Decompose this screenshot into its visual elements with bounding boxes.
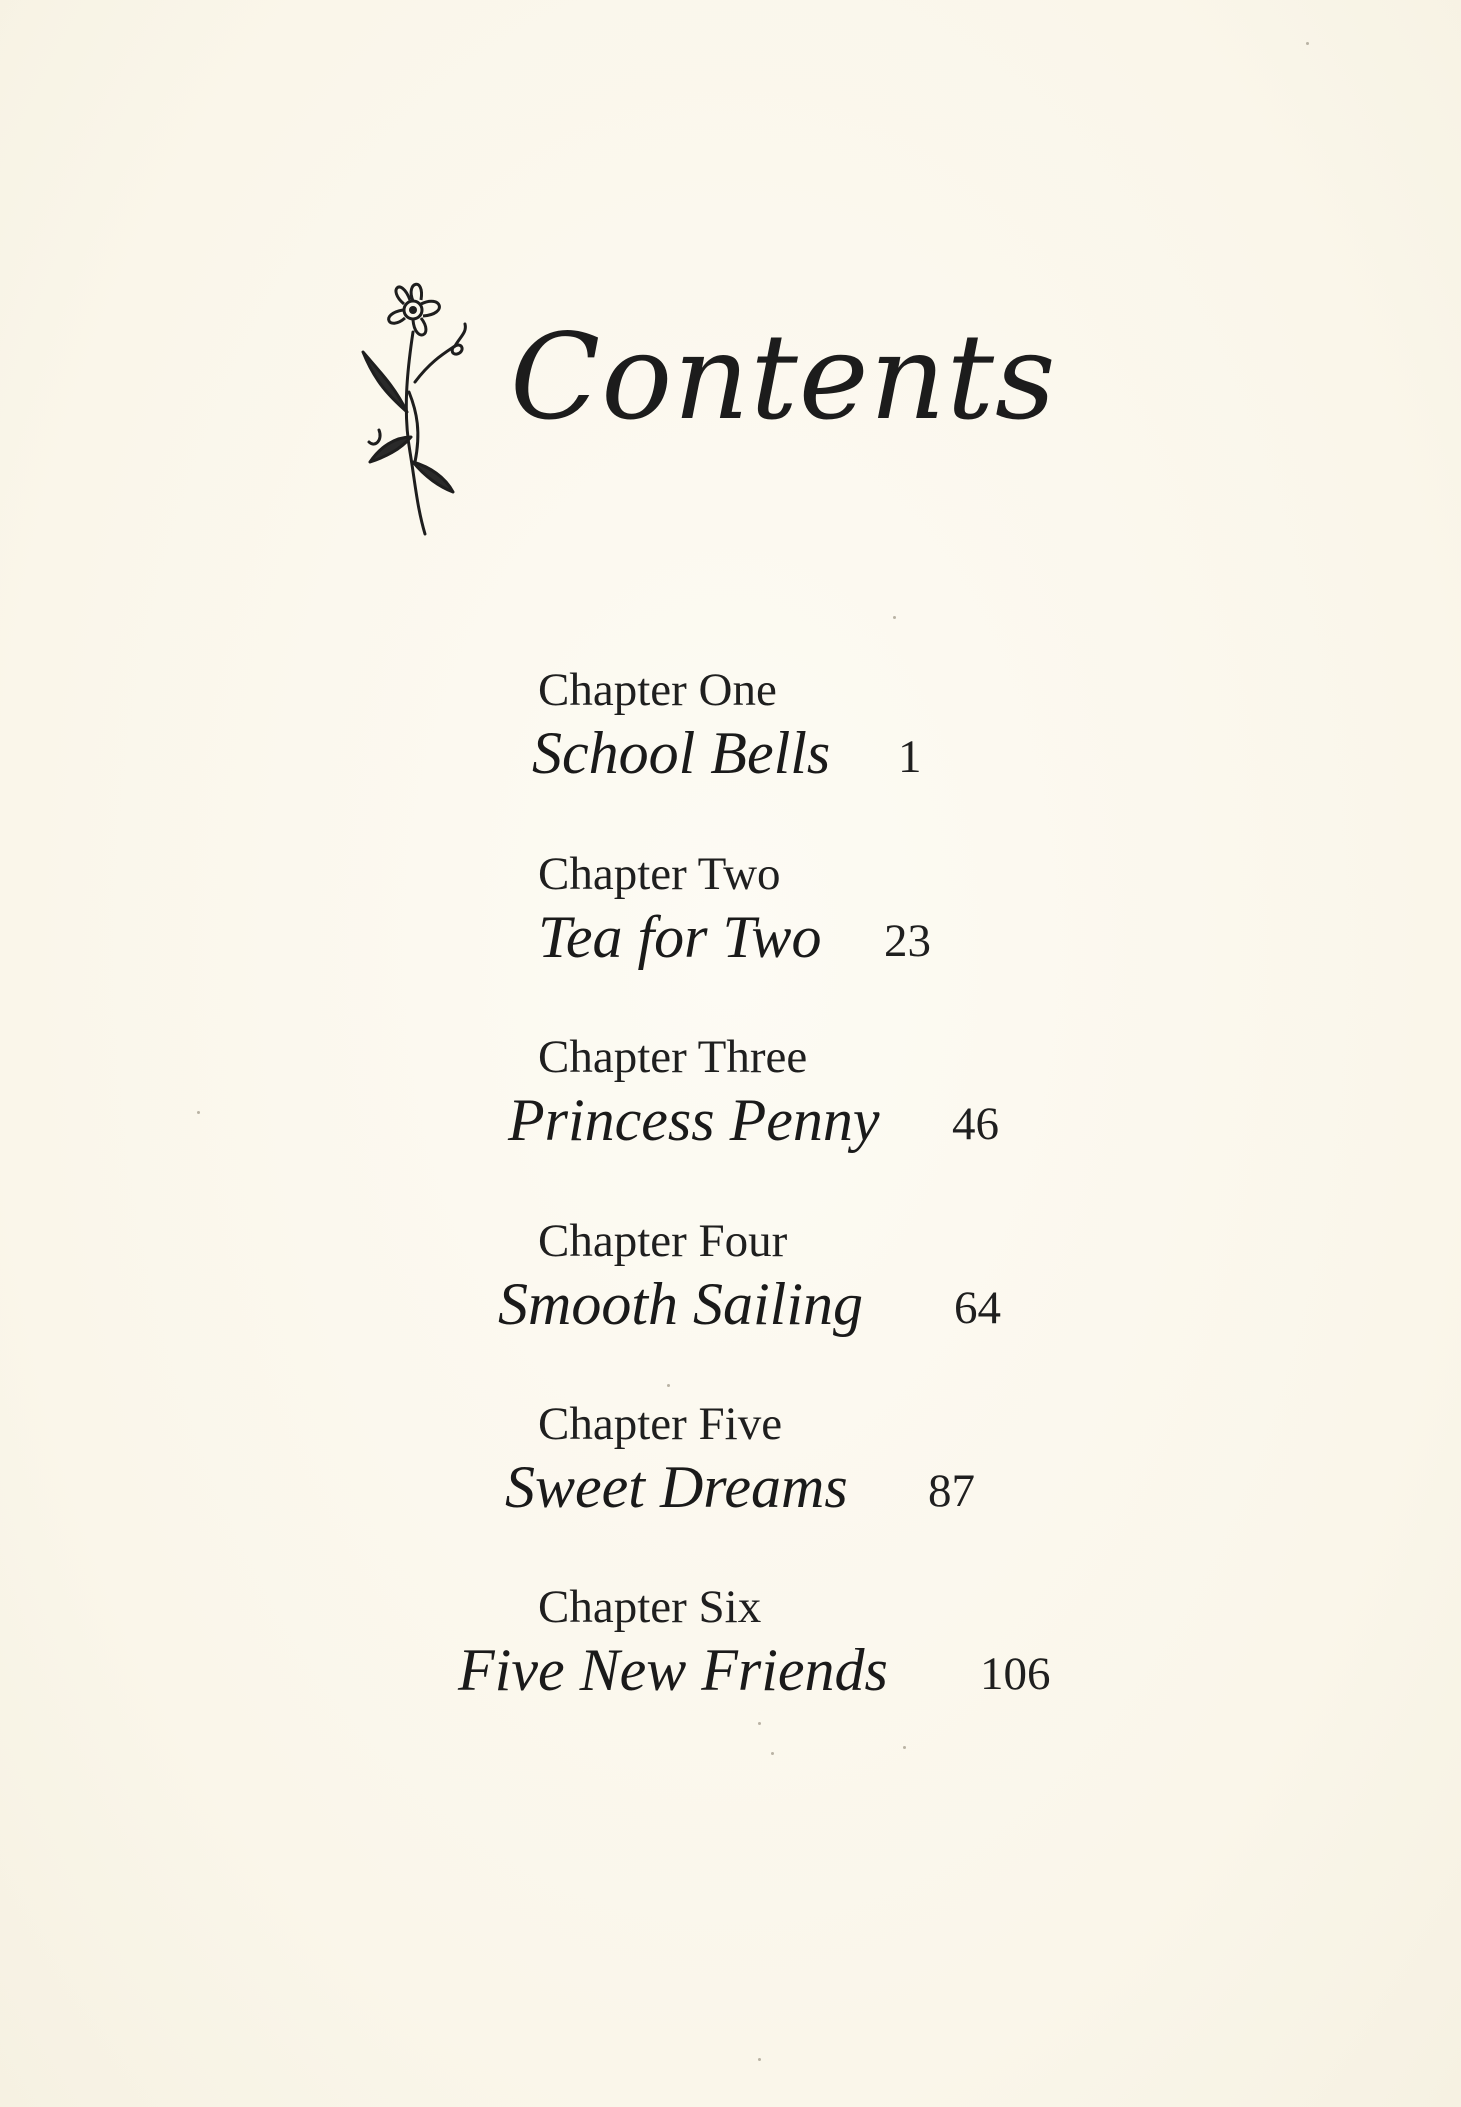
chapter-label: Chapter Six xyxy=(538,1581,762,1633)
chapter-title: Princess Penny xyxy=(508,1087,880,1153)
chapter-label: Chapter Five xyxy=(538,1398,783,1450)
chapter-title: Smooth Sailing xyxy=(498,1271,864,1337)
chapter-page-number: 23 xyxy=(884,915,931,967)
chapter-label: Chapter Two xyxy=(538,848,781,900)
chapter-page-number: 87 xyxy=(928,1465,975,1517)
paper-speck xyxy=(1306,42,1309,45)
paper-speck xyxy=(903,1746,906,1749)
paper-speck xyxy=(758,2058,761,2061)
chapter-label: Chapter Four xyxy=(538,1215,788,1267)
paper-speck xyxy=(758,1722,761,1725)
page-title: Contents xyxy=(510,308,1057,446)
paper-speck xyxy=(771,1752,774,1755)
chapter-title: Five New Friends xyxy=(458,1637,888,1703)
paper-speck xyxy=(197,1111,200,1114)
chapter-page-number: 1 xyxy=(898,731,922,783)
chapter-title: Sweet Dreams xyxy=(505,1454,848,1520)
chapter-label: Chapter Three xyxy=(538,1031,808,1083)
chapter-title: School Bells xyxy=(532,720,831,786)
flower-icon xyxy=(355,262,475,542)
paper-speck xyxy=(893,616,896,619)
paper-speck xyxy=(667,1384,670,1387)
chapter-page-number: 64 xyxy=(954,1282,1001,1334)
chapter-label: Chapter One xyxy=(538,664,777,716)
chapter-page-number: 106 xyxy=(980,1648,1051,1700)
chapter-title: Tea for Two xyxy=(538,904,822,970)
chapter-page-number: 46 xyxy=(952,1098,999,1150)
